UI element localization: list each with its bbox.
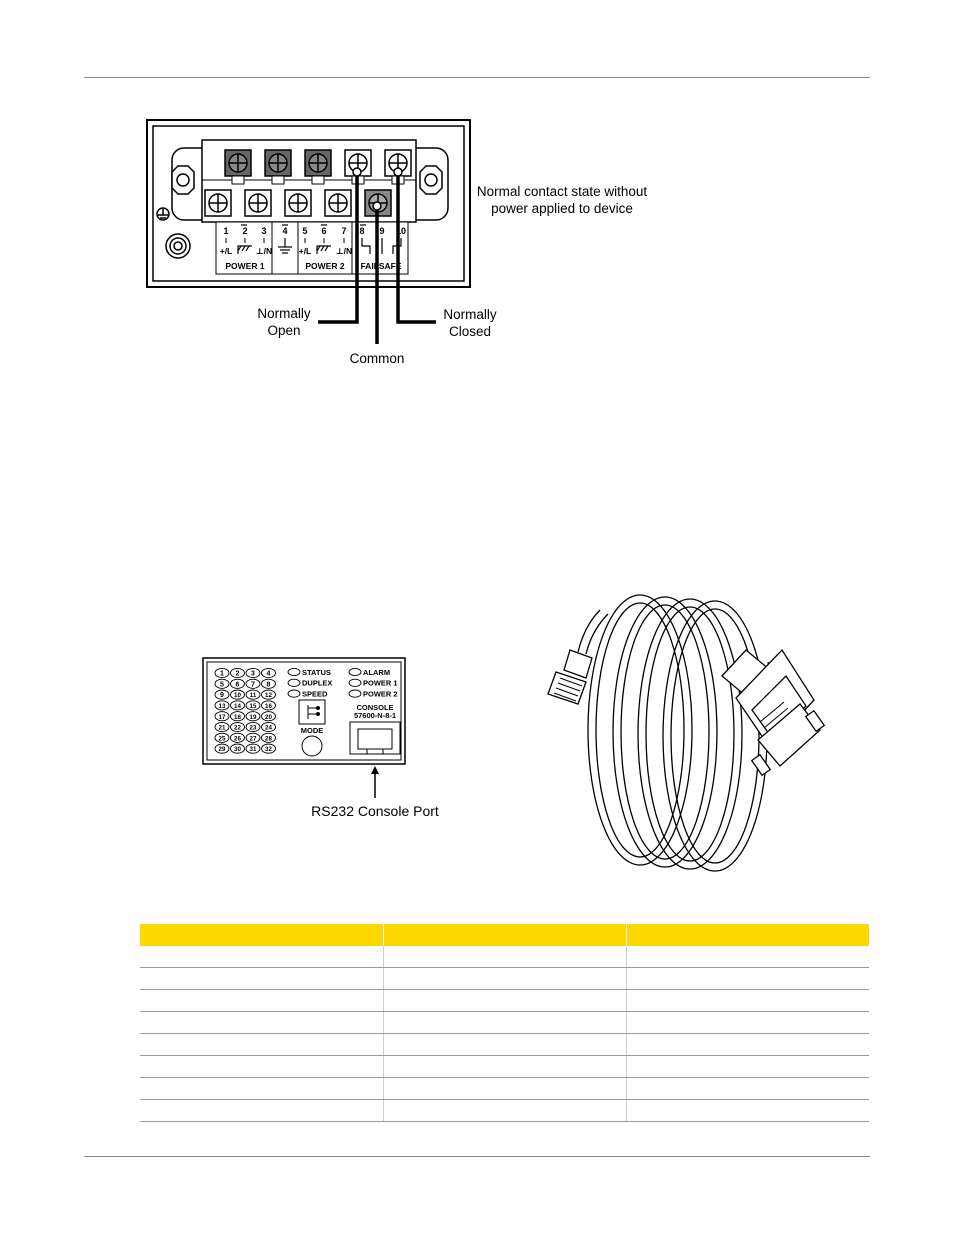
callout-common: Common <box>349 351 405 366</box>
mode-label: MODE <box>300 726 324 735</box>
table-row <box>140 1078 869 1100</box>
screw-bottom-1-icon <box>205 190 231 216</box>
table-cell <box>140 1100 383 1122</box>
port-number-4: 4 <box>266 670 271 678</box>
screw-bottom-7-icon <box>325 190 351 216</box>
duplex-led-label: DUPLEX <box>302 678 333 688</box>
port-number-8: 8 <box>266 681 271 689</box>
terminal-number-3: 3 <box>261 226 267 236</box>
hex-nut-right-icon <box>420 166 442 194</box>
screw-top-2-icon <box>225 150 251 176</box>
port-number-6: 6 <box>235 681 240 689</box>
port-number-5: 5 <box>220 681 224 689</box>
port-number-10: 10 <box>234 692 241 700</box>
table-cell <box>626 990 869 1012</box>
port-number-32: 32 <box>265 746 272 754</box>
ground-symbol-icon <box>157 208 169 220</box>
port-number-26: 26 <box>234 735 241 743</box>
table-cell <box>383 1034 626 1056</box>
table-cell <box>140 1078 383 1100</box>
port-number-23: 23 <box>249 724 257 732</box>
group-label-failsafe: FAILSAFE <box>360 261 402 271</box>
callout-console-port: RS232 Console Port <box>311 803 439 819</box>
table-cell <box>140 990 383 1012</box>
table-row <box>140 990 869 1012</box>
port-number-28: 28 <box>265 735 272 743</box>
port-number-7: 7 <box>251 681 255 689</box>
terminal-number-4: 4 <box>282 226 288 236</box>
console-label: CONSOLE <box>356 703 394 712</box>
table-header-cell <box>140 924 383 946</box>
port-number-2: 2 <box>235 670 240 678</box>
normally-open-line-1: Normally <box>257 306 311 321</box>
port-number-3: 3 <box>251 670 255 678</box>
screw-top-4-icon <box>265 150 291 176</box>
terminal-number-10: 10 <box>395 226 407 236</box>
power-1-led-label: POWER 1 <box>363 678 398 688</box>
db9-connector-icon <box>722 650 824 775</box>
contact-state-line-1: Normal contact state without <box>476 184 648 199</box>
port-number-11: 11 <box>249 692 257 700</box>
callout-normally-open <box>250 305 318 339</box>
table-cell <box>626 968 869 990</box>
normally-open-line-2: Open <box>267 323 301 338</box>
port-number-1: 1 <box>220 670 224 678</box>
terminal-number-2: 2 <box>242 226 248 236</box>
port-number-19: 19 <box>249 713 257 721</box>
terminal-number-7: 7 <box>341 226 347 236</box>
screw-top-6-icon <box>305 150 331 176</box>
port-number-12: 12 <box>265 692 272 700</box>
alarm-led-label: ALARM <box>363 667 391 677</box>
footer-rule <box>84 1156 870 1157</box>
serial-cable-figure <box>0 580 954 900</box>
table-cell <box>383 1078 626 1100</box>
group-label-power2: POWER 2 <box>305 261 345 271</box>
terminal-number-1: 1 <box>223 226 229 236</box>
power-2-led-label: POWER 2 <box>363 689 398 699</box>
speed-led-label: SPEED <box>302 689 328 699</box>
table-cell <box>626 946 869 968</box>
table-row <box>140 1034 869 1056</box>
table-header-cell <box>626 924 869 946</box>
port-number-27: 27 <box>249 735 257 743</box>
polarity-label-7: ⊥/N <box>335 246 353 256</box>
port-number-9: 9 <box>220 692 224 700</box>
table-cell <box>383 1012 626 1034</box>
contact-state-caption <box>470 183 654 217</box>
polarity-label-1: +/L <box>219 246 233 256</box>
port-number-22: 22 <box>234 724 241 732</box>
port-number-20: 20 <box>265 713 272 721</box>
normally-closed-line-1: Normally <box>443 307 497 322</box>
contact-state-line-2: power applied to device <box>491 201 633 216</box>
port-number-18: 18 <box>234 713 241 721</box>
table-cell <box>626 1100 869 1122</box>
terminal-number-8: 8 <box>359 226 365 236</box>
table-cell <box>383 990 626 1012</box>
table-cell <box>383 968 626 990</box>
table-cell <box>140 1056 383 1078</box>
table-row <box>140 968 869 990</box>
port-number-21: 21 <box>218 724 226 732</box>
port-number-13: 13 <box>218 703 226 710</box>
port-number-15: 15 <box>249 703 257 710</box>
normally-closed-line-2: Closed <box>448 324 492 339</box>
table-row <box>140 1012 869 1034</box>
table-cell <box>626 1056 869 1078</box>
table-cell <box>140 1034 383 1056</box>
table-cell <box>140 1012 383 1034</box>
port-number-14: 14 <box>234 703 241 710</box>
group-label-power1: POWER 1 <box>225 261 265 271</box>
polarity-label-5: +/L <box>298 246 312 256</box>
rj45-plug-icon <box>548 650 592 704</box>
ground-stud-icon <box>166 234 190 258</box>
table-cell <box>140 946 383 968</box>
table-row <box>140 946 869 968</box>
polarity-label-3: ⊥/N <box>255 246 273 256</box>
console-settings: 57600-N-8-1 <box>353 711 397 720</box>
port-number-30: 30 <box>234 746 241 754</box>
screw-bottom-5-icon <box>285 190 311 216</box>
table-cell <box>626 1012 869 1034</box>
screw-bottom-3-icon <box>245 190 271 216</box>
spec-table <box>140 924 869 1122</box>
port-number-24: 24 <box>265 724 272 732</box>
table-row <box>140 1056 869 1078</box>
table-row <box>140 1100 869 1122</box>
port-number-29: 29 <box>218 746 226 754</box>
table-header-row <box>140 924 869 946</box>
status-led-label: STATUS <box>302 667 331 677</box>
table-cell <box>626 1034 869 1056</box>
callout-normally-closed <box>436 306 504 340</box>
terminal-number-6: 6 <box>321 226 327 236</box>
port-number-25: 25 <box>218 735 226 743</box>
port-number-16: 16 <box>265 703 272 710</box>
port-number-31: 31 <box>249 746 257 754</box>
table-cell <box>626 1078 869 1100</box>
terminal-number-9: 9 <box>379 226 385 236</box>
port-number-17: 17 <box>218 713 226 721</box>
table-cell <box>383 1100 626 1122</box>
table-header-cell <box>383 924 626 946</box>
hex-nut-left-icon <box>172 166 194 194</box>
terminal-number-5: 5 <box>302 226 308 236</box>
table-cell <box>383 1056 626 1078</box>
table-cell <box>383 946 626 968</box>
table-cell <box>140 968 383 990</box>
